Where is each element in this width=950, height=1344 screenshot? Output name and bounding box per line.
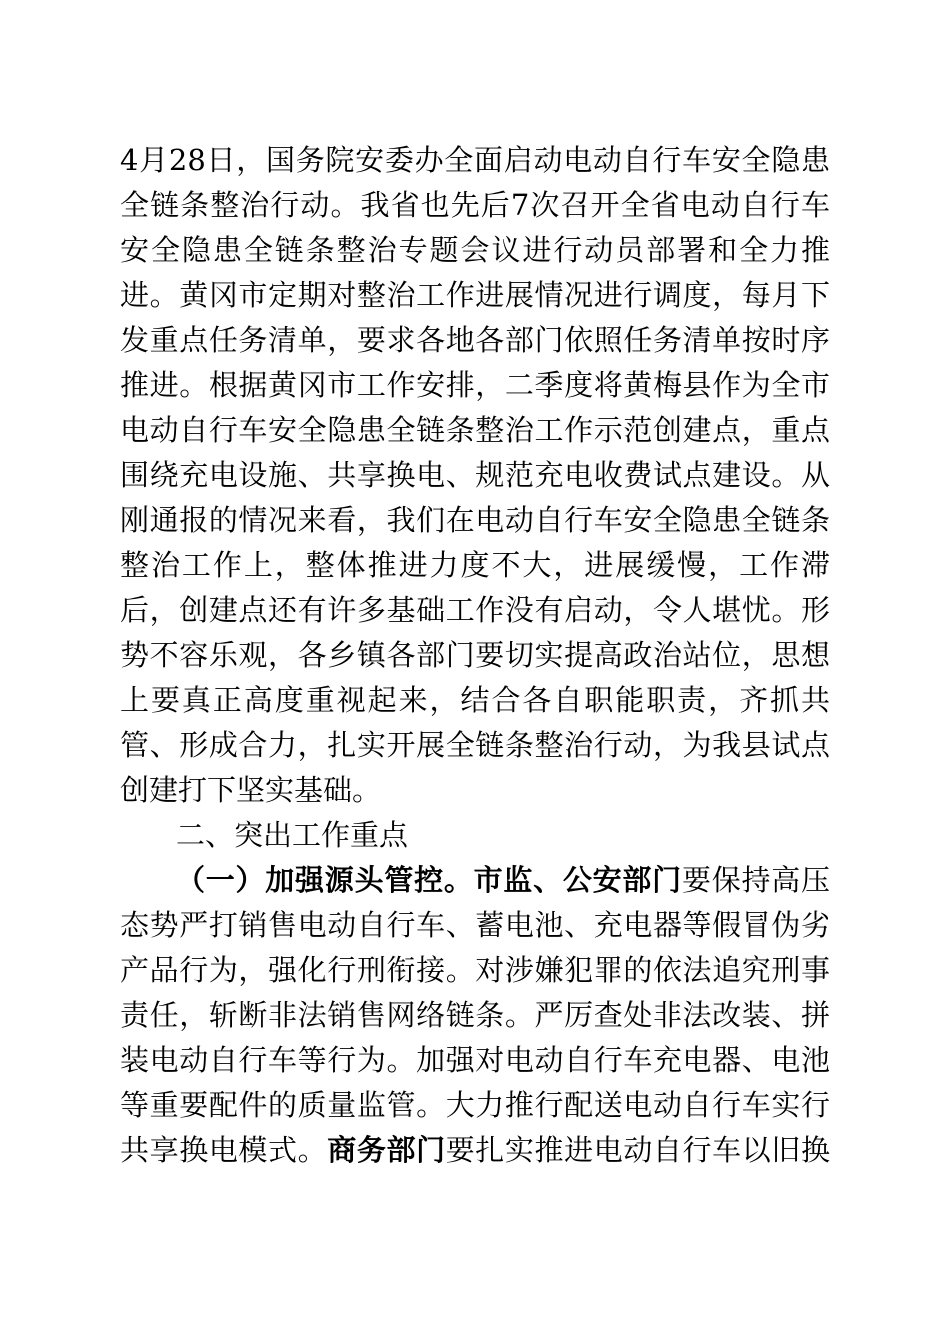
paragraph-line: 全链条整治行动。我省也先后7次召开全省电动自行车 — [120, 188, 830, 222]
paragraph-last-line — [120, 1127, 830, 1173]
paragraph-line: 装电动自行车等行为。加强对电动自行车充电器、电池 — [120, 1043, 830, 1077]
paragraph-first-line — [176, 857, 830, 903]
paragraph-line: 上要真正高度重视起来，结合各自职能职责，齐抓共 — [120, 683, 830, 717]
paragraph-line: 后，创建点还有许多基础工作没有启动，令人堪忧。形 — [120, 593, 830, 627]
paragraph-text: 共享换电模式。 — [120, 1133, 328, 1167]
paragraph-text: 要保持高压 — [681, 863, 830, 897]
department-bold: 商务部门 — [327, 1133, 446, 1167]
paragraph-line: 管、形成合力，扎实开展全链条整治行动，为我县试点 — [120, 728, 830, 762]
paragraph-line: 责任，斩断非法销售网络链条。严厉查处非法改装、拼 — [120, 998, 830, 1032]
paragraph-line: 发重点任务清单，要求各地各部门依照任务清单按时序 — [120, 323, 830, 357]
paragraph-line: 等重要配件的质量监管。大力推行配送电动自行车实行 — [120, 1088, 830, 1122]
paragraph-line: 创建打下坚实基础。 — [120, 773, 382, 807]
subsection-heading-bold: （一）加强源头管控。市监、公安部门 — [176, 863, 682, 897]
paragraph-line: 整治工作上，整体推进力度不大，进展缓慢，工作滞 — [120, 548, 830, 582]
paragraph-line: 安全隐患全链条整治专题会议进行动员部署和全力推 — [120, 233, 830, 267]
paragraph-text: 要扎实推进电动自行车以旧换 — [445, 1133, 830, 1167]
paragraph-line: 势不容乐观，各乡镇各部门要切实提高政治站位，思想 — [120, 638, 830, 672]
paragraph-line: 推进。根据黄冈市工作安排，二季度将黄梅县作为全市 — [120, 368, 830, 402]
paragraph-line: 刚通报的情况来看，我们在电动自行车安全隐患全链条 — [120, 503, 830, 537]
paragraph-line: 进。黄冈市定期对整治工作进展情况进行调度，每月下 — [120, 278, 830, 312]
paragraph-line: 态势严打销售电动自行车、蓄电池、充电器等假冒伪劣 — [120, 908, 830, 942]
section-heading: 二、突出工作重点 — [176, 818, 409, 852]
paragraph-line: 电动自行车安全隐患全链条整治工作示范创建点，重点 — [120, 413, 830, 447]
paragraph-line: 围绕充电设施、共享换电、规范充电收费试点建设。从 — [120, 458, 830, 492]
paragraph-line: 4月28日，国务院安委办全面启动电动自行车安全隐患 — [120, 143, 830, 177]
paragraph-line: 产品行为，强化行刑衔接。对涉嫌犯罪的依法追究刑事 — [120, 953, 830, 987]
